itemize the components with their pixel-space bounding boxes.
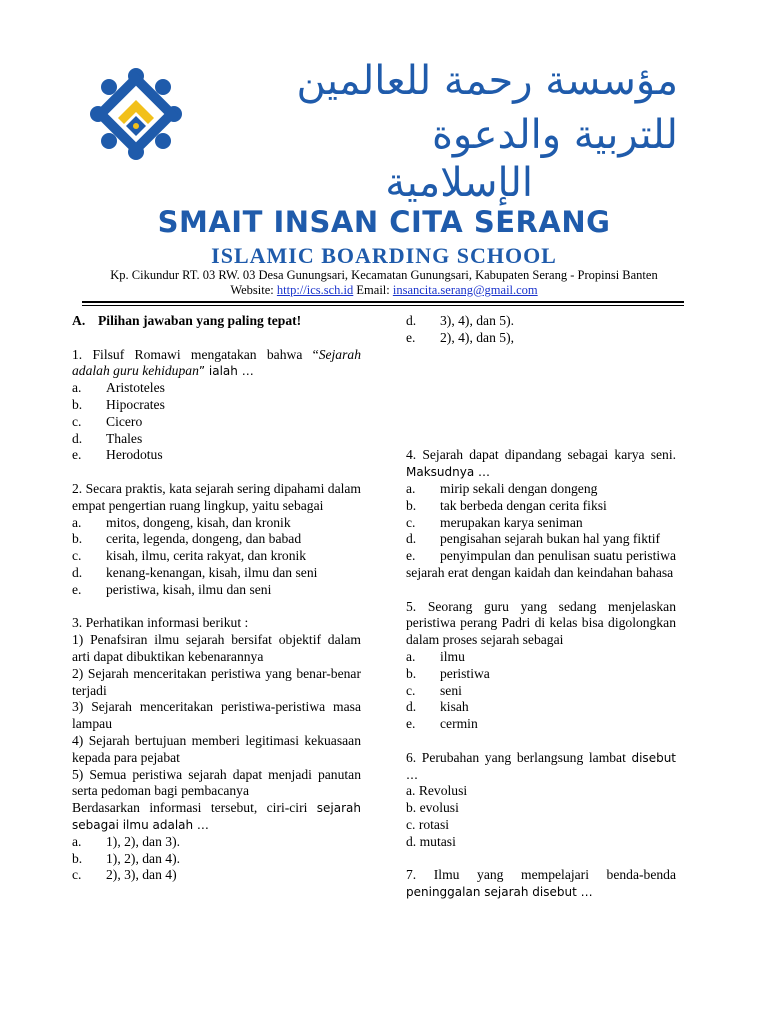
q3-statement-3: 3) Sejarah menceritakan peristiwa-peristiwa masa lampau [72,699,361,732]
header-divider-thick [82,301,684,303]
q2-option-d[interactable]: d. kenang-kenangan, kisah, ilmu dan seni [72,564,318,580]
q3-statement-2: 2) Sejarah menceritakan peristiwa yang benar-benar terjadi [72,665,361,698]
q3-statement-4: 4) Sejarah bertujuan memberi legitimasi kekuasaan kepada para pejabat [72,732,361,765]
left-column [72,313,361,884]
q5-option-b[interactable]: b. peristiwa [406,665,490,681]
q2-option-c[interactable]: c. kisah, ilmu, cerita rakyat, dan kronik [72,548,307,564]
q6-option-d[interactable]: d. mutasi [406,833,456,849]
question-4: 4. Sejarah dapat dipandang sebagai karya seni. Maksudnya … [406,447,676,480]
q4-option-b[interactable]: b. tak berbeda dengan cerita fiksi [406,497,607,513]
q3-option-b[interactable]: b. 1), 2), dan 4). [72,850,180,866]
q3-statement-1: 1) Penafsiran ilmu sejarah bersifat objektif dalam arti dapat dibuktikan kebenarannya [72,632,361,664]
email-label: Email: [353,283,393,297]
email-link[interactable]: insancita.serang@gmail.com [392,283,538,297]
school-subtitle: ISLAMIC BOARDING SCHOOL [211,243,557,268]
arabic-title-line-1: مؤسسة رحمة للعالمين [296,58,678,104]
q1-option-c[interactable]: c. Cicero [72,413,143,429]
question-1: 1. Filsuf Romawi mengatakan bahwa “Sejarah adalah guru kehidupan” ialah … [72,346,361,379]
q4-option-d[interactable]: d. pengisahan sejarah bukan hal yang fiktif [406,531,661,547]
q5-option-d[interactable]: d. kisah [406,699,469,715]
question-3: 3. Perhatikan informasi berikut : [72,615,249,631]
q5-option-e[interactable]: e. cermin [406,716,478,732]
q3-statement-5: 5) Semua peristiwa sejarah dapat menjadi panutan serta pedoman bagi pembacanya [72,766,361,799]
q1-option-b[interactable]: b. Hipocrates [72,396,165,412]
q5-option-a[interactable]: a. ilmu [406,648,465,664]
q6-option-b[interactable]: b. evolusi [406,800,459,816]
q4-option-a[interactable]: a. mirip sekali dengan dongeng [406,480,598,496]
question-6: 6. Perubahan yang berlangsung lambat disebut … [406,749,676,782]
website-label: Website: [230,283,277,297]
section-heading: A. Pilihan jawaban yang paling tepat! [72,313,302,328]
arabic-title-line-3: الإسلامية [385,160,533,206]
header-divider-thin [82,305,684,306]
school-name: SMAIT INSAN CITA SERANG [157,205,611,239]
contact-line [0,283,768,298]
q6-option-a[interactable]: a. Revolusi [406,783,468,799]
q1-option-d[interactable]: d. Thales [72,430,143,446]
q2-option-a[interactable]: a. mitos, dongeng, kisah, dan kronik [72,514,291,530]
question-7: 7. Ilmu yang mempelajari benda-benda peninggalan sejarah disebut … [406,867,676,900]
q2-option-b[interactable]: b. cerita, legenda, dongeng, dan babad [72,531,302,547]
q1-option-e[interactable]: e. Herodotus [72,447,163,463]
website-link[interactable]: http://ics.sch.id [276,283,354,297]
q3-option-c[interactable]: c. 2), 3), dan 4) [72,867,177,883]
q2-option-e[interactable]: e. peristiwa, kisah, ilmu dan seni [72,581,272,597]
right-column [406,313,676,901]
q6-option-c[interactable]: c. rotasi [406,816,450,832]
q1-option-a[interactable]: a. Aristoteles [72,380,165,396]
arabic-title-line-2: للتربية والدعوة [431,112,678,158]
q3-conclusion: Berdasarkan informasi tersebut, ciri-ciri sejarah sebagai ilmu adalah … [72,800,361,832]
q5-option-c[interactable]: c. seni [406,682,462,698]
q4-option-c[interactable]: c. merupakan karya seniman [406,514,583,530]
q3-option-e[interactable]: e. 2), 4), dan 5), [406,329,514,345]
q3-option-d[interactable]: d. 3), 4), dan 5). [406,313,514,328]
school-logo-icon [88,66,184,162]
q4-option-e[interactable]: e. penyimpulan dan penulisan suatu peristiwa sejarah erat dengan kaidah dan keindahan bahasa [406,548,676,580]
school-address: Kp. Cikundur RT. 03 RW. 03 Desa Gunungsari, Kecamatan Gunungsari, Kabupaten Serang - Propinsi Banten [110,268,658,282]
q3-option-a[interactable]: a. 1), 2), dan 3). [72,833,180,849]
question-2: 2. Secara praktis, kata sejarah sering dipahami dalam empat pengertian ruang lingkup, yaitu sebagai [72,480,361,513]
question-5: 5. Seorang guru yang sedang menjelaskan peristiwa perang Padri di kelas bisa digolongkan dalam proses sejarah sebagai [406,598,676,648]
